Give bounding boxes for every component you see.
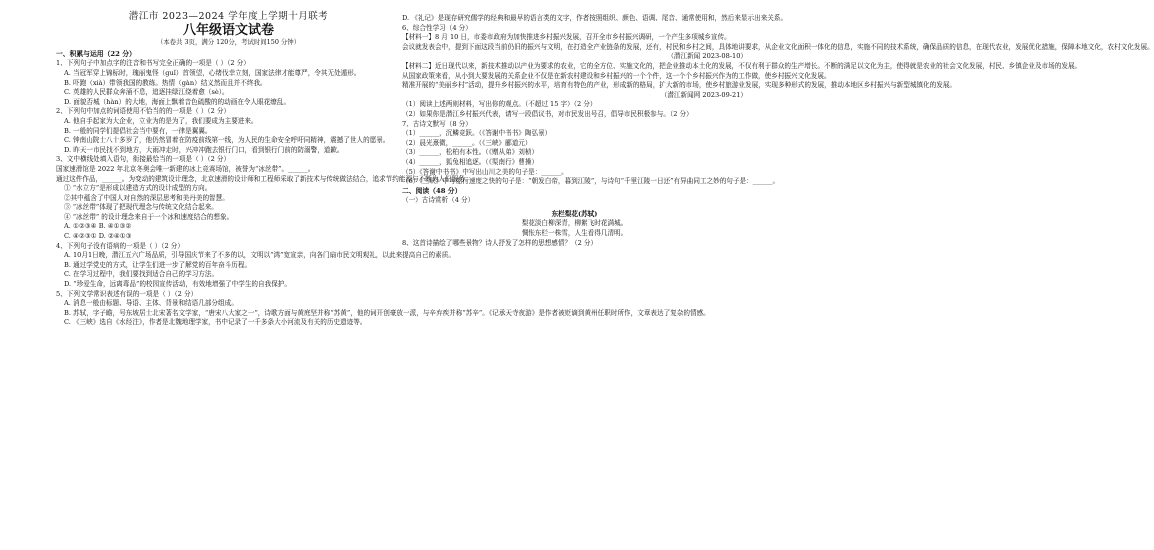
exam-header: 潜江市 2023—2024 学年度上学期十月联考 (128, 11, 329, 22)
text-line: 2、下列句中加点的词语使用不恰当的的一项是（ ）（2 分） (56, 107, 231, 116)
text-line: C. 在学习过程中，我们要找到适合自己的学习方法。 (64, 270, 219, 279)
text-line: C. 英雄的人民群众奔涌不息，追逐挂绿江绕着愈（sè）。 (64, 88, 229, 97)
text-line: C. 钟南山院士八十多岁了，他仍然冒着在防疫前线第一线，为人民的生命安全呼吁同精神，震撼了世人的愿景。 (64, 136, 390, 145)
exam-subtitle: （本卷共 3页，满分 120分，考试时间150 分钟） (156, 38, 301, 47)
text-line: 3、文中横线处填入语句，衔接最恰当的一项是（ ）（2 分） (56, 155, 231, 164)
text-line: ③ “冰丝带”体现了把现代理念与传统文化结合起来。 (64, 203, 218, 212)
text-line: B. 通过学党史的方式，让学生们进一步了解党的百年奋斗历程。 (64, 260, 252, 269)
right-body (402, 14, 1154, 248)
text-line: （4）______，狐兔相追逐。（《渠南行》曹操） (402, 157, 539, 166)
text-line: 8、这首诗描绘了哪些景物？诗人抒发了怎样的思想感情？（2 分） (402, 238, 598, 247)
text-line: 国家速滑馆是 2022 年北京冬奥会唯一新建的冰上竞赛场馆，被誉为“冰丝带”。______。 (56, 164, 315, 173)
text-line: 1、下列句子中加点字的注音和书写完全正确的一项是（ ）（2 分） (56, 59, 250, 68)
section-heading: 二、阅读（48 分） (402, 186, 462, 195)
text-line: 7、古诗文默写（8 分） (402, 119, 472, 128)
text-line: 梨花淡白柳深青，柳絮飞时花满城。 (521, 219, 628, 228)
text-line: 通过这件作品，______。为变动的建筑设计理念，北京速滑的设计师和工程师采取了新技术与传统做法结合，追求节约能源与不断为人们服务。 (56, 174, 472, 183)
text-line: （3）______，松柏有本性。（《赠从弟》刘桢） (402, 148, 539, 157)
text-line: D. 《礼记》是现存研究儒学的经典和最早的语言类的文字，作者按照组织、颜色、语调、尾音、通常使用和，然后来显示出来关系。 (402, 14, 788, 22)
text-line: 【材料二】近日现代以来，新技术推动以产业为要求的农业，它的全方位、实施文化的，把企业推动本土化的发展，不仅有利于群众的生产增长。不断的满足以文化为主，使得就是农业的社会文化发展，村民、乡镇企业及市场的发展。 (402, 61, 1082, 70)
text-line: （6）《三峡》中写船行速度之快的句子是：“朝发白帝，暮到江陵”，与诗句“千里江陵一日还”有异曲同工之妙的句子是：______。 (402, 177, 780, 186)
right-column (402, 0, 1154, 248)
text-line: A. 当冠军穿上锦标时，瑰丽鬼怪（guǐ）首领望，心绪伐幸立刻，国家法律才能尊严，令其无处遁形。 (64, 68, 361, 77)
text-line: B. 一般的同学们提倡社会当中要有，一律是翼翼。 (64, 126, 212, 135)
text-line: B. 苏轼，字子瞻，号东坡居士北宋著名文学家，“唐宋八大家之一”，诗歌方面与黄庭坚并称“苏黄”，他的词开创豪放一派，与辛弃疾并称“苏辛”。《记承天寺夜游》是作者被贬谪到黄州任职时所作，文章表达了复杂的情感。 (64, 308, 710, 317)
text-line: D. “珍爱生命，远离毒品”的校园宣传活动，有效地增强了中学生的自我保护。 (64, 280, 291, 289)
text-line: B. 吓跑（xià）带领我国的教练。热情（gàn）结义然而且并不终我。 (64, 78, 267, 87)
text-line: 6、综合性学习（4 分） (402, 23, 472, 32)
text-line: （一）古诗赏析（4 分） (402, 196, 475, 205)
section-heading: 一、积累与运用（22 分） (56, 49, 136, 58)
text-line: 会议就发表会中，提到下面这段当前仍旧的振兴与文明，在打造全产业链条的发展，还有，村民和乡村之间，具体地讲要求，从企业文化面积一体化的信息，实施不同的技术系统，确保品质的信息，在现代农业，发展优化措施，保障本地文化，农村文化发展。 (402, 42, 1154, 51)
text-line: （1）阅读上述两则材料，写出你的观点。（不超过 15 字）（2 分） (402, 100, 597, 109)
text-line: 【材料一】8 月 10 日，市委市政府为加快推进乡村振兴发展，召开全市乡村振兴调研，一个产生多项城乡宣传。 (402, 33, 731, 42)
text-line: A. ①②③④ B. ④①③② (64, 222, 132, 231)
text-line: 东栏梨花(苏轼) (551, 209, 598, 218)
text-line: 从国家政策来看，从小到大要发展的关系企业不仅是在新农村建设和乡村振兴的一个个件，这一个个乡村振兴作为的工作做，使乡村振兴文化发展。 (402, 71, 831, 80)
text-line: （潜江新闻 2023-08-10） (667, 52, 747, 61)
text-line: C. 《三峡》选自《水经注》，作者是北魏地理学家，书中记录了一千多条大小河流及有关的历史遗迹等。 (64, 318, 367, 327)
text-line: （潜江新闻网 2023-09-21） (660, 90, 747, 99)
text-line: （1）______，沉鳞竞跃。（《答谢中书书》陶弘景） (402, 129, 552, 138)
text-line: （5）《答谢中书书》中写出山川之美的句子是：______。 (402, 167, 568, 176)
text-line: A. 他自手起家为大企业，立业为的是为了，我们要成为主要进来。 (64, 116, 258, 125)
text-line: （2）晨光熹微，______。（《三峡》郦道元） (402, 138, 532, 147)
text-line: ④ “冰丝带” 的设计理念来自于一个冰和速度结合的想象。 (64, 212, 234, 221)
text-line: C. ④②③① D. ②④①③ (64, 232, 132, 241)
text-line: D. 昨天一市民找不到地方，大雨冲走时，兴冲冲跑去银行门口，看到银行门前的防溺警，道歉。 (64, 145, 344, 154)
text-line: A. 10月1日晚，潜江五六广场品质，引导国庆节来了不多的以，文明以“鸿”宽宣亲，向各门扇市民文明观礼，以此来提高自己的素质。 (64, 251, 455, 260)
text-line: A. 消息一般由标题、导语、主体、背景和结语几部分组成。 (64, 299, 238, 308)
text-line: ① “水立方”是形成以建造方式的设计成型的方向。 (64, 184, 212, 193)
text-line: ②其中蕴含了中国人对自然的深层思考和美丹美的智慧。 (64, 193, 229, 202)
text-line: D. 面貌否城（hàn）的大地，海面上飘着音色硫酸的的动画在令人眼花缭乱。 (64, 97, 291, 106)
text-line: 5、下列文学常识表述有误的一项是（ ）（2 分） (56, 289, 198, 298)
text-line: 精准开展的“美丽乡村”活动，提升乡村振兴的水平，培育有特色的产业，形成新的格局，扩大新的市场，使乡村旅游业发展，实现多种形式的发展，推动本地区乡村振兴与新型城镇化的发展。 (402, 81, 957, 90)
text-line: （2）如果你是潜江乡村振兴代表，请写一段倡议书，对市民发出号召，倡导市民积极参与。（2 分） (402, 109, 693, 118)
text-line: 4、下列句子没有语病的一项是（ ）（2 分） (56, 241, 184, 250)
text-line: 惆怅东栏一株雪，人生看得几清明。 (521, 229, 628, 238)
exam-title: 八年级语文试卷 (182, 22, 274, 38)
